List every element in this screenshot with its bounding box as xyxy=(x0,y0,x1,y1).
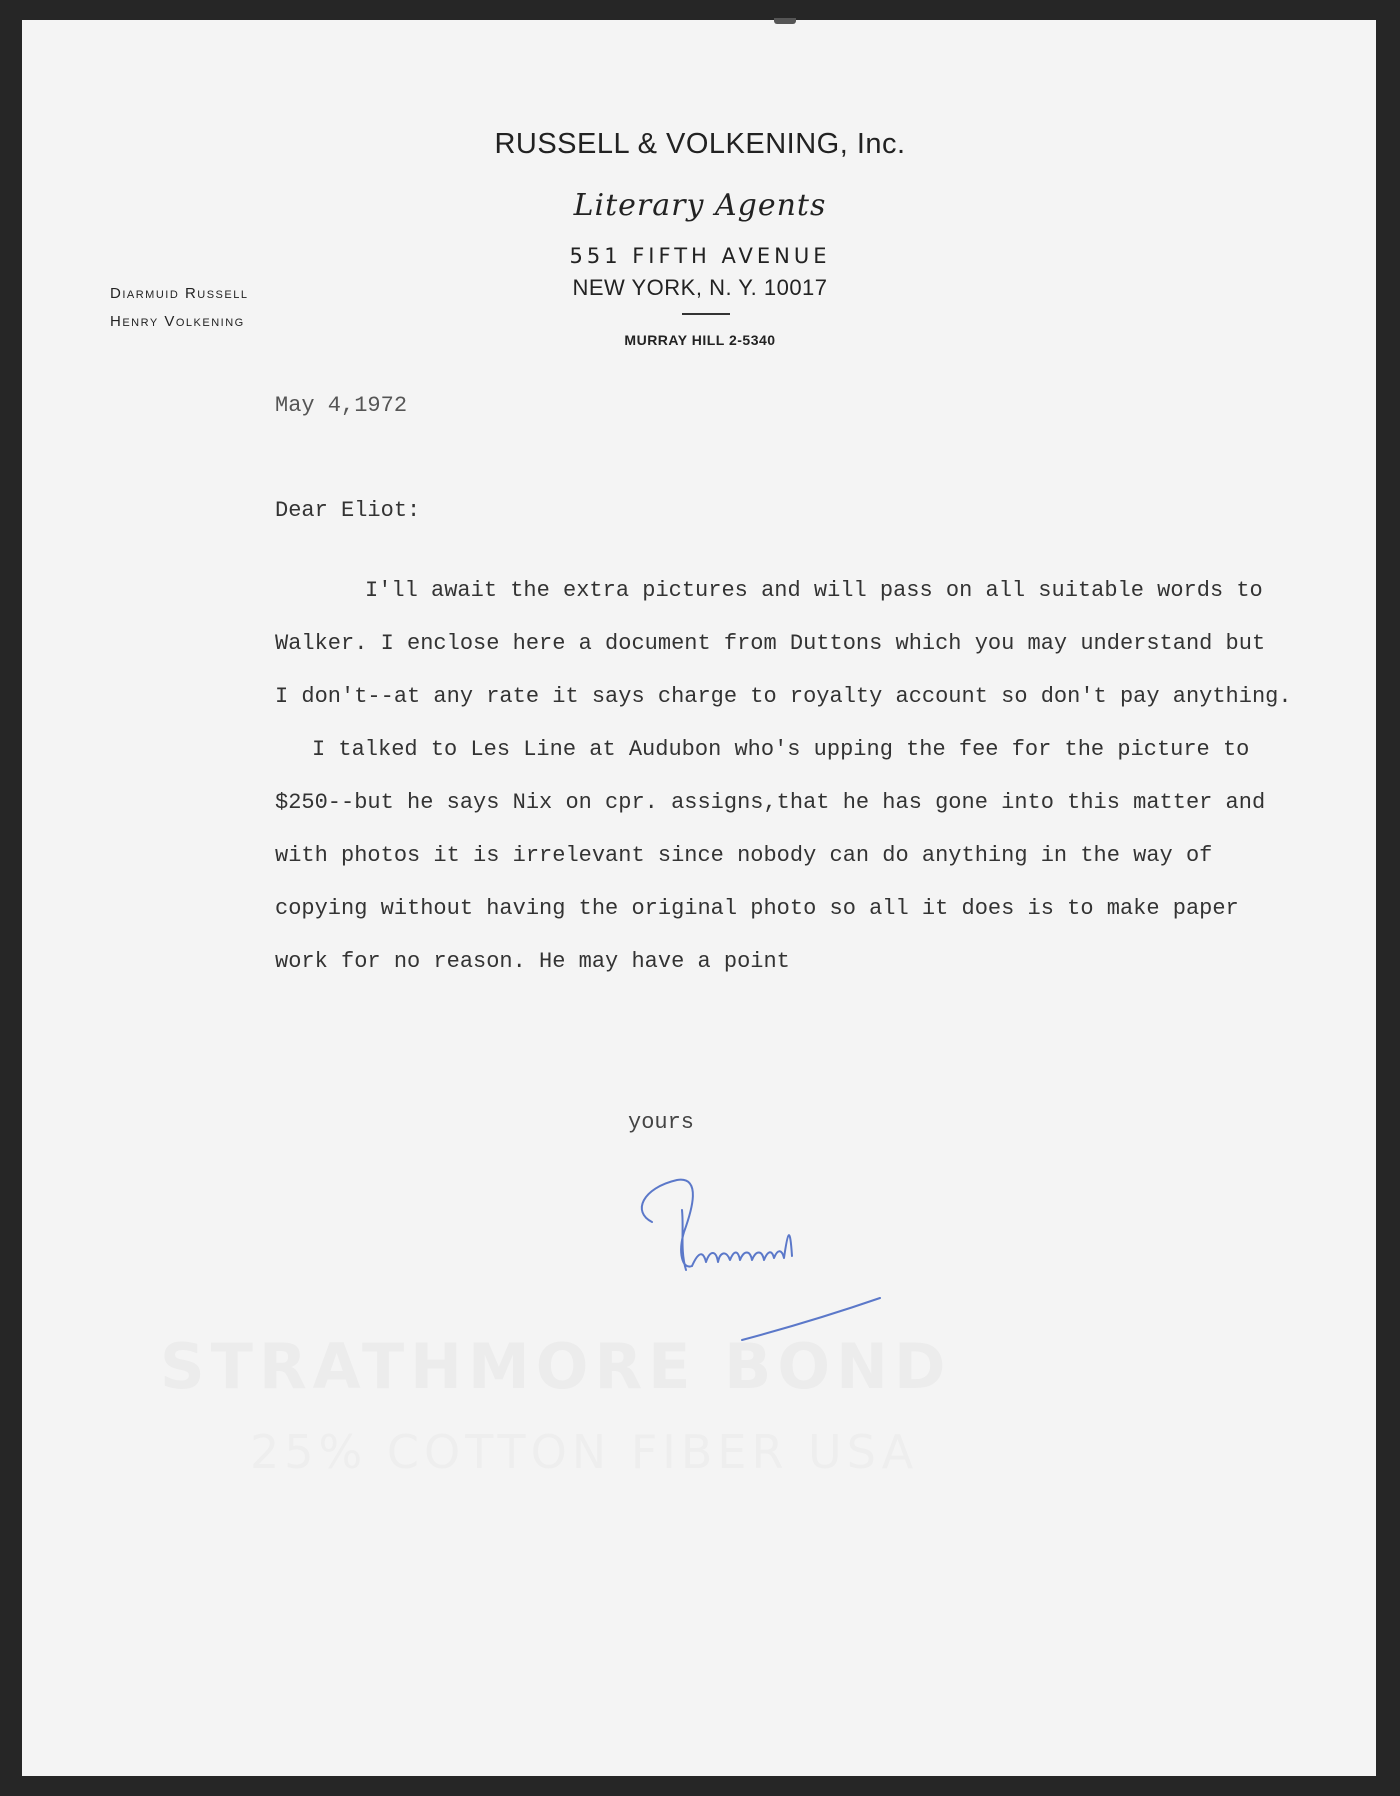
letterhead-address-line2: NEW YORK, N. Y. 10017 xyxy=(572,275,828,300)
bleed-through-text: STRATHMORE BOND xyxy=(160,1330,952,1403)
body-line: with photos it is irrelevant since nobody can do anything in the way of xyxy=(275,843,1213,868)
partner-name: Diarmuid Russell xyxy=(110,285,249,302)
paper-clip-mark xyxy=(774,18,796,24)
letterhead-company: RUSSELL & VOLKENING, Inc. xyxy=(494,128,906,160)
partner-name: Henry Volkening xyxy=(110,313,245,330)
body-line: I'll await the extra pictures and will pass on all suitable words to xyxy=(365,578,1263,603)
letterhead-phone: MURRAY HILL 2-5340 xyxy=(624,332,776,348)
body-line: I talked to Les Line at Audubon who's upping the fee for the picture to xyxy=(312,737,1250,762)
body-line: I don't--at any rate it says charge to royalty account so don't pay anything. xyxy=(275,684,1292,709)
letter-date: May 4,1972 xyxy=(275,393,408,418)
letterhead-divider xyxy=(682,313,730,315)
letterhead-subtitle: Literary Agents xyxy=(573,188,827,223)
letter-closing: yours xyxy=(628,1110,695,1135)
body-line: $250--but he says Nix on cpr. assigns,that he has gone into this matter and xyxy=(275,790,1266,815)
body-line: work for no reason. He may have a point xyxy=(275,949,790,974)
letterhead-address-line1: 551 FIFTH AVENUE xyxy=(569,244,831,268)
body-line: Walker. I enclose here a document from Duttons which you may understand but xyxy=(275,631,1266,656)
body-line: copying without having the original photo so all it does is to make paper xyxy=(275,896,1239,921)
bleed-through-text-2: 25% COTTON FIBER USA xyxy=(250,1425,919,1479)
handwritten-signature xyxy=(622,1170,892,1350)
letter-salutation: Dear Eliot: xyxy=(275,498,421,523)
letterhead-partners xyxy=(110,280,248,336)
